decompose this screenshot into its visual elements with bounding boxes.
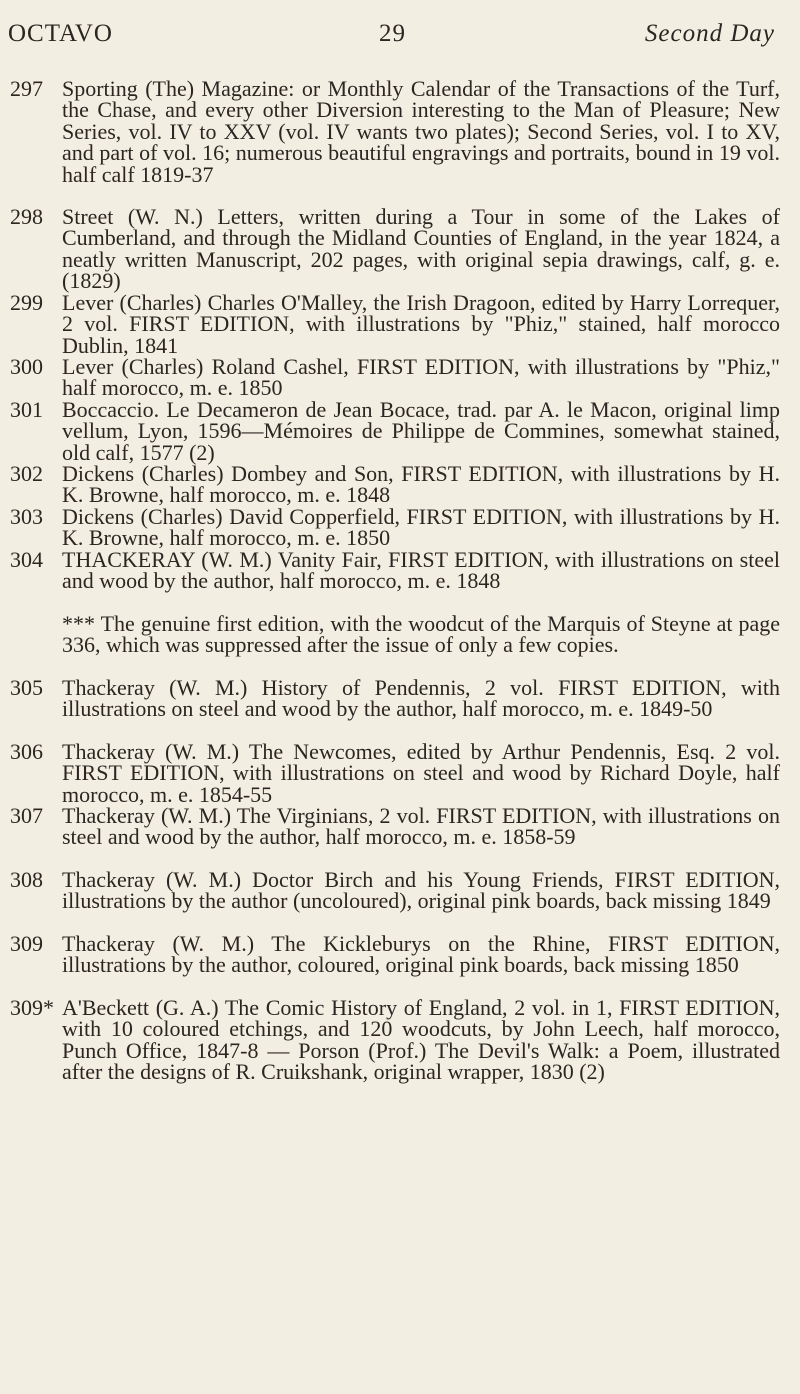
lot-number: 304	[10, 547, 43, 572]
lot-description: THACKERAY (W. M.) Vanity Fair, FIRST EDITION, with illustrations on steel and wood by the author, half morocco, m. e. 1848	[62, 547, 780, 594]
lot-entry	[0, 549, 800, 613]
lot-number: 302	[10, 461, 43, 486]
lot-entry	[0, 292, 800, 356]
lot-list	[0, 78, 800, 1104]
lot-description: A'Beckett (G. A.) The Comic History of England, 2 vol. in 1, FIRST EDITION, with 10 coloured etchings, and 120 woodcuts, by John Leech, half morocco, Punch Office, 1847-8 — Porson (Prof.) The Devil's Walk: a Poem, illustrated after the designs of R. Cruikshank, original wrapper, 1830 (2)	[62, 995, 780, 1085]
lot-description: Dickens (Charles) Dombey and Son, FIRST EDITION, with illustrations by H. K. Browne, half morocco, m. e. 1848	[62, 461, 780, 508]
lot-description: Thackeray (W. M.) Doctor Birch and his Young Friends, FIRST EDITION, illustrations by the author (uncoloured), original pink boards, back missing 1849	[62, 867, 780, 914]
lot-description: Thackeray (W. M.) The Virginians, 2 vol. FIRST EDITION, with illustrations on steel and wood by the author, half morocco, m. e. 1858-59	[62, 803, 780, 850]
lot-description: Thackeray (W. M.) The Newcomes, edited by Arthur Pendennis, Esq. 2 vol. FIRST EDITION, with illustrations on steel and wood by Richard Doyle, half morocco, m. e. 1854-55	[62, 739, 780, 807]
lot-number: 300	[10, 354, 43, 379]
lot-entry	[0, 741, 800, 805]
lot-entry	[0, 869, 800, 933]
lot-entry	[0, 805, 800, 869]
lot-entry	[0, 506, 800, 549]
lot-number: 308	[10, 867, 43, 892]
lot-entry	[0, 463, 800, 506]
lot-description: Thackeray (W. M.) History of Pendennis, 2 vol. FIRST EDITION, with illustrations on steel and wood by the author, half morocco, m. e. 1849-50	[62, 675, 780, 722]
lot-number: 305	[10, 675, 43, 700]
page-number: 29	[379, 20, 406, 47]
page-header	[0, 20, 800, 64]
lot-number: 303	[10, 504, 43, 529]
lot-entry	[0, 356, 800, 399]
lot-entry	[0, 78, 800, 206]
header-sale-day: Second Day	[644, 20, 775, 47]
header-format: OCTAVO	[8, 20, 113, 47]
lot-number: 297	[10, 76, 43, 101]
lot-number: 306	[10, 739, 43, 764]
lot-note: *** The genuine first edition, with the woodcut of the Marquis of Steyne at page 336, which was suppressed after the issue of only a few copies.	[62, 611, 780, 658]
lot-entry	[0, 933, 800, 997]
lot-entry	[0, 677, 800, 741]
lot-entry	[0, 206, 800, 292]
lot-description: Lever (Charles) Charles O'Malley, the Irish Dragoon, edited by Harry Lorrequer, 2 vol. FIRST EDITION, with illustrations by "Phiz," stained, half morocco Dublin, 1841	[62, 290, 780, 358]
lot-description: Lever (Charles) Roland Cashel, FIRST EDITION, with illustrations by "Phiz," half morocco, m. e. 1850	[62, 354, 780, 401]
lot-number: 309	[10, 931, 43, 956]
lot-number: 298	[10, 204, 43, 229]
lot-number: 309*	[10, 995, 54, 1020]
lot-description: Sporting (The) Magazine: or Monthly Calendar of the Transactions of the Turf, the Chase, and every other Diversion interesting to the Man of Pleasure; New Series, vol. IV to XXV (vol. IV wants two plates); Second Series, vol. I to XV, and part of vol. 16; numerous beautiful engravings and portraits, bound in 19 vol. half calf 1819-37	[62, 76, 780, 187]
lot-description: Street (W. N.) Letters, written during a Tour in some of the Lakes of Cumberland, and through the Midland Counties of England, in the year 1824, a neatly written Manuscript, 202 pages, with original sepia drawings, calf, g. e. (1829)	[62, 204, 780, 294]
lot-entry	[0, 997, 800, 1104]
lot-description: Boccaccio. Le Decameron de Jean Bocace, trad. par A. le Macon, original limp vellum, Lyon, 1596—Mémoires de Philippe de Commines, somewhat stained, old calf, 1577 (2)	[62, 397, 780, 465]
lot-number: 301	[10, 397, 43, 422]
lot-number: 299	[10, 290, 43, 315]
lot-entry	[0, 399, 800, 463]
lot-description: Thackeray (W. M.) The Kickleburys on the Rhine, FIRST EDITION, illustrations by the author, coloured, original pink boards, back missing 1850	[62, 931, 780, 978]
lot-number: 307	[10, 803, 43, 828]
lot-description: Dickens (Charles) David Copperfield, FIRST EDITION, with illustrations by H. K. Browne, half morocco, m. e. 1850	[62, 504, 780, 551]
